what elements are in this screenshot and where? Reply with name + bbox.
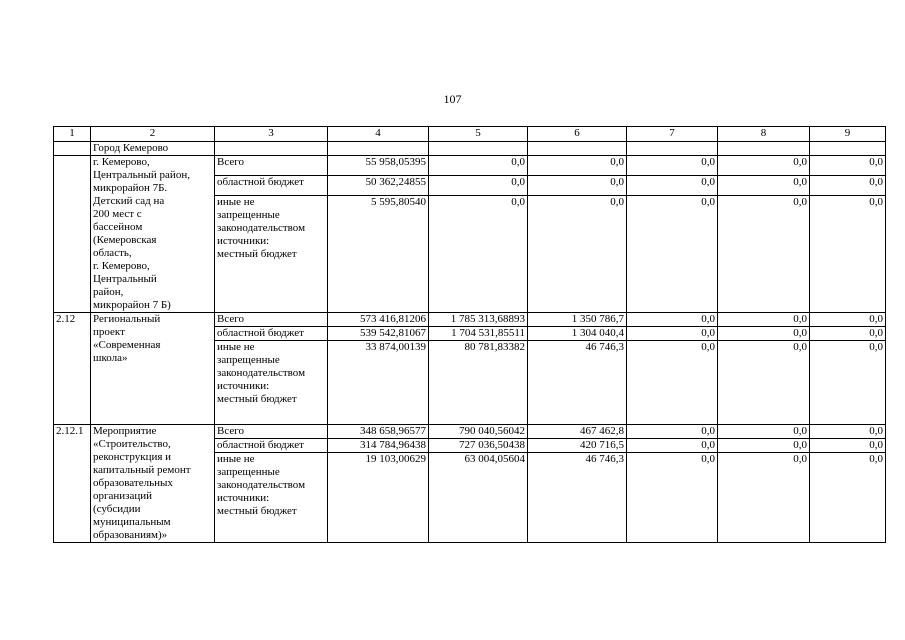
funding-row — [54, 425, 886, 439]
funding-source: Всего — [215, 156, 328, 176]
empty-cell — [718, 142, 810, 156]
amount-cell: 348 658,96577 — [328, 425, 429, 439]
amount-cell: 0,0 — [718, 453, 810, 543]
empty-cell — [810, 142, 886, 156]
amount-cell: 0,0 — [718, 175, 810, 195]
amount-cell: 0,0 — [429, 156, 528, 176]
item-name: Мероприятие «Строительство, реконструкция и капитальный ремонт образовательных организаций (субсидии муниципальным образованиям)» — [91, 425, 215, 543]
amount-cell: 420 716,5 — [528, 439, 627, 453]
amount-cell: 80 781,83382 — [429, 341, 528, 425]
amount-cell: 0,0 — [627, 341, 718, 425]
amount-cell: 0,0 — [810, 341, 886, 425]
column-number-header: 3 — [215, 127, 328, 142]
amount-cell: 1 304 040,4 — [528, 327, 627, 341]
amount-cell: 55 958,05395 — [328, 156, 429, 176]
empty-cell — [429, 142, 528, 156]
item-code: 2.12 — [54, 313, 91, 425]
amount-cell: 573 416,81206 — [328, 313, 429, 327]
city-row — [54, 142, 886, 156]
funding-source: иные не запрещенные законодательством источники: местный бюджет — [215, 341, 328, 425]
amount-cell: 539 542,81067 — [328, 327, 429, 341]
item-code: 2.12.1 — [54, 425, 91, 543]
column-number-header: 5 — [429, 127, 528, 142]
budget-table — [53, 126, 886, 543]
column-number-row — [54, 127, 886, 142]
amount-cell: 0,0 — [627, 425, 718, 439]
amount-cell: 314 784,96438 — [328, 439, 429, 453]
amount-cell: 1 704 531,85511 — [429, 327, 528, 341]
amount-cell: 0,0 — [627, 327, 718, 341]
amount-cell: 0,0 — [718, 156, 810, 176]
amount-cell: 0,0 — [627, 439, 718, 453]
amount-cell: 0,0 — [429, 175, 528, 195]
amount-cell: 1 785 313,68893 — [429, 313, 528, 327]
amount-cell: 467 462,8 — [528, 425, 627, 439]
funding-source: областной бюджет — [215, 439, 328, 453]
amount-cell: 0,0 — [627, 156, 718, 176]
column-number-header: 8 — [718, 127, 810, 142]
amount-cell: 0,0 — [810, 313, 886, 327]
amount-cell: 0,0 — [810, 327, 886, 341]
funding-source: областной бюджет — [215, 175, 328, 195]
funding-source: Всего — [215, 313, 328, 327]
city-name: Город Кемерово — [91, 142, 215, 156]
amount-cell: 790 040,56042 — [429, 425, 528, 439]
amount-cell: 0,0 — [718, 341, 810, 425]
funding-row — [54, 156, 886, 176]
amount-cell: 0,0 — [810, 425, 886, 439]
funding-source: областной бюджет — [215, 327, 328, 341]
amount-cell: 0,0 — [528, 195, 627, 312]
funding-source: Всего — [215, 425, 328, 439]
column-number-header: 7 — [627, 127, 718, 142]
amount-cell: 0,0 — [528, 175, 627, 195]
amount-cell: 46 746,3 — [528, 341, 627, 425]
amount-cell: 727 036,50438 — [429, 439, 528, 453]
amount-cell: 0,0 — [810, 175, 886, 195]
column-number-header: 9 — [810, 127, 886, 142]
item-name: Региональный проект «Современная школа» — [91, 313, 215, 425]
amount-cell: 5 595,80540 — [328, 195, 429, 312]
amount-cell: 0,0 — [627, 453, 718, 543]
amount-cell: 46 746,3 — [528, 453, 627, 543]
column-number-header: 4 — [328, 127, 429, 142]
amount-cell: 19 103,00629 — [328, 453, 429, 543]
amount-cell: 1 350 786,7 — [528, 313, 627, 327]
amount-cell: 63 004,05604 — [429, 453, 528, 543]
empty-cell — [328, 142, 429, 156]
funding-row — [54, 313, 886, 327]
column-number-header: 1 — [54, 127, 91, 142]
amount-cell: 0,0 — [718, 313, 810, 327]
amount-cell: 0,0 — [528, 156, 627, 176]
amount-cell: 0,0 — [718, 195, 810, 312]
amount-cell: 0,0 — [627, 175, 718, 195]
empty-cell — [627, 142, 718, 156]
amount-cell: 33 874,00139 — [328, 341, 429, 425]
funding-source: иные не запрещенные законодательством источники: местный бюджет — [215, 453, 328, 543]
amount-cell: 0,0 — [810, 439, 886, 453]
amount-cell: 50 362,24855 — [328, 175, 429, 195]
column-number-header: 2 — [91, 127, 215, 142]
amount-cell: 0,0 — [627, 195, 718, 312]
column-number-header: 6 — [528, 127, 627, 142]
page-number: 107 — [443, 92, 462, 106]
empty-cell — [215, 142, 328, 156]
funding-source: иные не запрещенные законодательством источники: местный бюджет — [215, 195, 328, 312]
amount-cell: 0,0 — [718, 425, 810, 439]
amount-cell: 0,0 — [810, 195, 886, 312]
empty-cell — [528, 142, 627, 156]
item-name: г. Кемерово, Центральный район, микрорайон 7Б. Детский сад на 200 мест с бассейном (Кемеровская область, г. Кемерово, Центральный район, микрорайон 7 Б) — [91, 156, 215, 313]
amount-cell: 0,0 — [810, 453, 886, 543]
city-row-code-cell — [54, 142, 91, 156]
amount-cell: 0,0 — [810, 156, 886, 176]
amount-cell: 0,0 — [429, 195, 528, 312]
amount-cell: 0,0 — [718, 327, 810, 341]
item-code — [54, 156, 91, 313]
amount-cell: 0,0 — [627, 313, 718, 327]
amount-cell: 0,0 — [718, 439, 810, 453]
